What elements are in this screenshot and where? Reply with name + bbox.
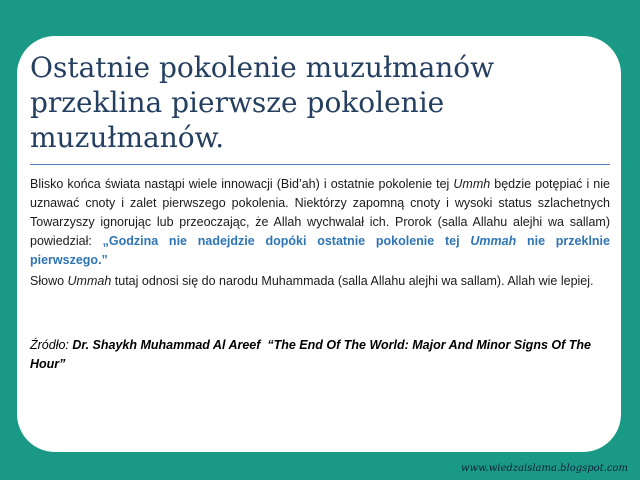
quote-text: nie przeklnie pierwszego.”	[30, 234, 610, 267]
explanation-text: Słowo	[30, 274, 68, 288]
paragraph-text: Blisko końca świata nastąpi wiele innowacji (Bid’ah) i ostatnie pokolenie tej	[30, 177, 454, 191]
main-paragraph	[30, 175, 610, 270]
source-book-title: “The End Of The World: Major And Minor Signs Of The Hour”	[30, 338, 591, 371]
ummah-word: Ummah	[67, 274, 112, 288]
quote-ummah-word: Ummah	[470, 234, 517, 248]
hadith-quote	[30, 234, 610, 267]
explanation-text: tutaj odnosi się do narodu Muhammada (salla Allahu alejhi wa sallam). Allah wie lepiej.	[111, 274, 594, 288]
source-label: Źródło:	[30, 338, 73, 352]
ummah-explanation	[30, 272, 610, 291]
paragraph-text: będzie potępiać i nie uznawać cnoty i zalet pierwszego pokolenia. Niektórzy zapomną cnoty i wysoki status szlachetnych Towarzyszy ignorując lub przeoczając, że Allah wychwalał ich. Prorok (salla Allahu alejhi wa sallam) powiedział:	[30, 177, 610, 248]
source-citation	[30, 336, 610, 374]
ummh-word: Ummh	[453, 177, 491, 191]
blog-watermark: www.wiedzaislama.blogspot.com	[461, 463, 628, 474]
page-title: Ostatnie pokolenie muzułmanów przeklina pierwsze pokolenie muzułmanów.	[30, 51, 495, 154]
source-author: Dr. Shaykh Muhammad Al Areef	[72, 338, 261, 352]
quote-text: „Godzina nie nadejdzie dopóki ostatnie pokolenie tej	[102, 234, 471, 248]
title-divider	[30, 164, 610, 165]
